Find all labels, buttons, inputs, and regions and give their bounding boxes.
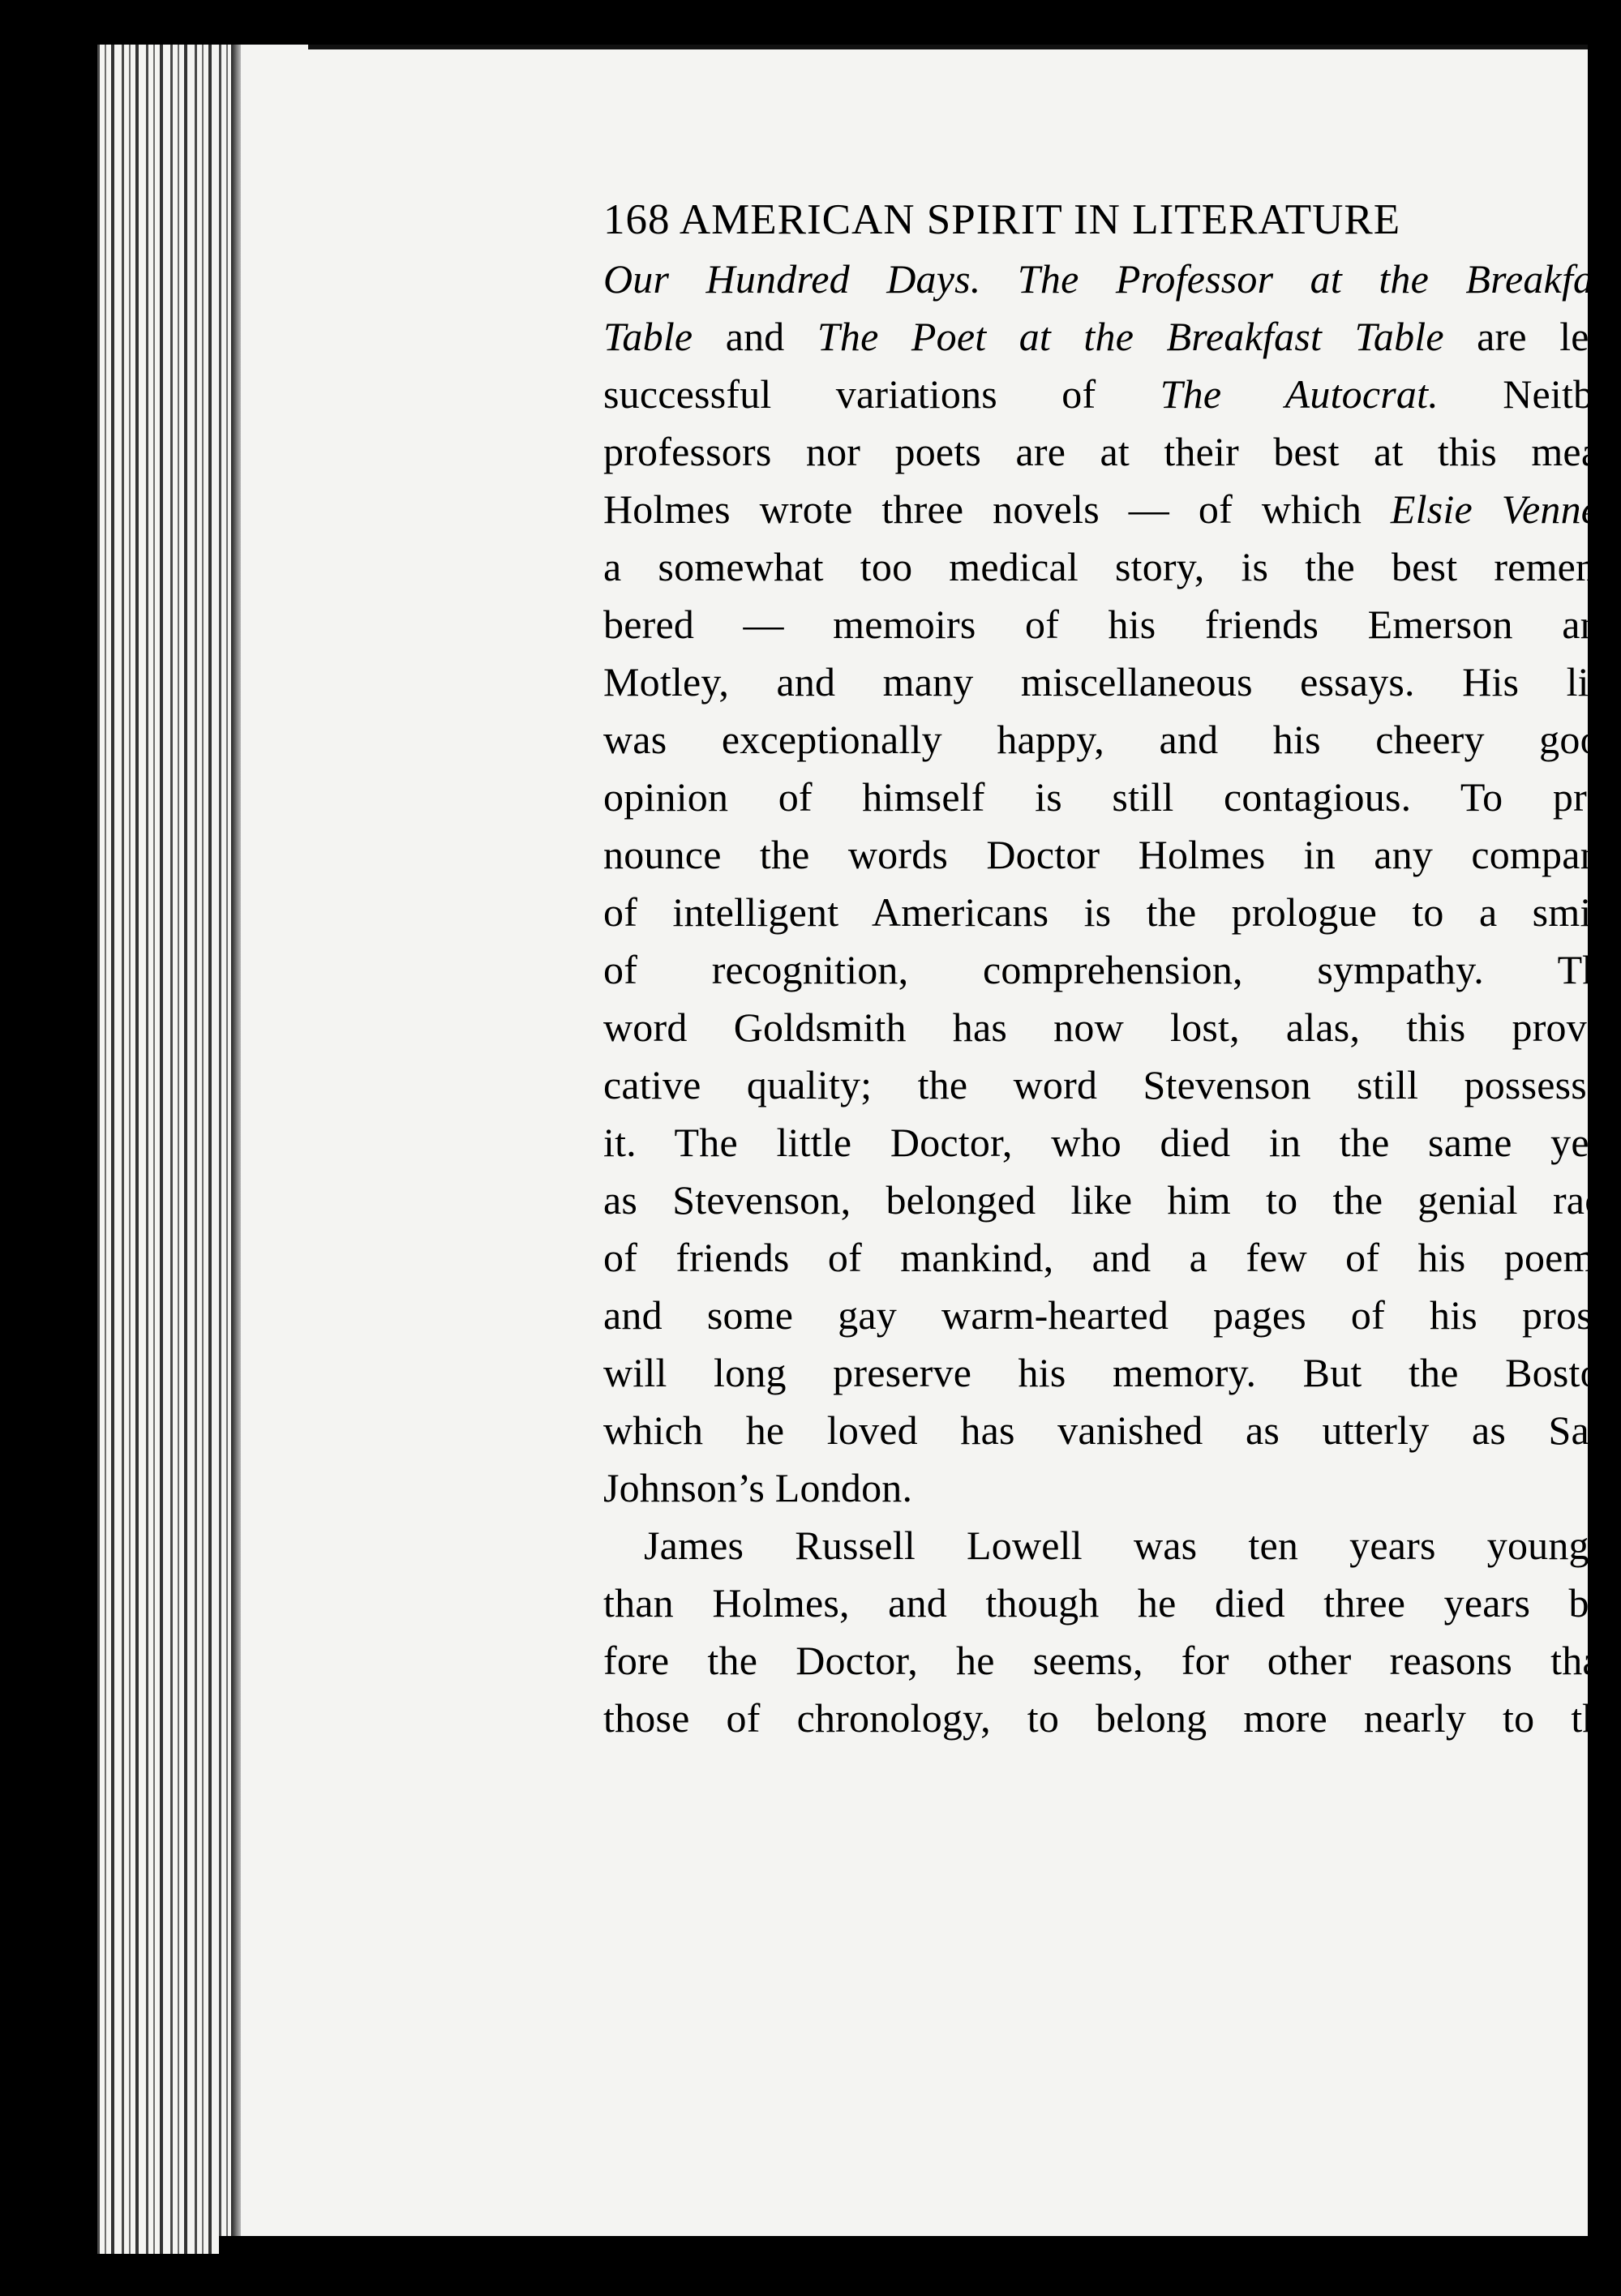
- text-span: of friends of mankind, and a few of his poems,: [603, 1235, 1621, 1280]
- text-line: [603, 1402, 1621, 1459]
- italic-title: The Poet at the Breakfast Table: [817, 314, 1444, 359]
- italic-title: The Professor at the Breakfast: [1017, 256, 1621, 302]
- text-span: Motley, and many miscellaneous essays. His life: [603, 659, 1621, 705]
- text-line: [603, 711, 1621, 769]
- text-line: [603, 1459, 1621, 1517]
- text-span: James Russell Lowell was ten years younger: [644, 1523, 1621, 1568]
- italic-title: Table: [603, 314, 693, 359]
- text-line: [603, 366, 1621, 423]
- text-span: opinion of himself is still contagious. To pro-: [603, 774, 1621, 820]
- text-line: [603, 884, 1621, 941]
- text-line: [603, 769, 1621, 826]
- text-span: as Stevenson, belonged like him to the genial race: [603, 1177, 1621, 1223]
- text-line: [603, 1574, 1621, 1632]
- text-line: [603, 538, 1621, 596]
- italic-title: Our Hundred Days.: [603, 256, 981, 302]
- page-bottom-edge: [219, 2236, 1588, 2254]
- text-span: nounce the words Doctor Holmes in any company: [603, 832, 1621, 877]
- text-line: [603, 1229, 1621, 1287]
- text-span: those of chronology, to belong more nearly to the: [603, 1695, 1621, 1741]
- text-span: successful variations of: [603, 371, 1160, 417]
- text-line: [603, 1172, 1621, 1229]
- text-span: [981, 256, 1018, 302]
- text-span: and some gay warm-hearted pages of his prose,: [603, 1292, 1621, 1338]
- text-span: will long preserve his memory. But the Boston: [603, 1350, 1621, 1395]
- text-line: [603, 1114, 1621, 1172]
- text-line: [603, 423, 1621, 481]
- text-line: [603, 308, 1621, 366]
- italic-title: Elsie Venner,: [1390, 486, 1621, 532]
- text-line: [603, 999, 1621, 1056]
- text-block: [603, 191, 1621, 1747]
- text-line: [603, 251, 1621, 308]
- running-header: 168 AMERICAN SPIRIT IN LITERATURE: [603, 196, 1401, 243]
- book-page: [97, 45, 1621, 2254]
- text-line: [603, 1517, 1621, 1574]
- text-line: [603, 826, 1621, 884]
- text-span: word Goldsmith has now lost, alas, this provo-: [603, 1004, 1621, 1050]
- text-span: Neitb’r: [1438, 371, 1621, 417]
- text-span: cative quality; the word Stevenson still possesses: [603, 1062, 1621, 1107]
- italic-title: The Autocrat.: [1160, 371, 1439, 417]
- text-span: Holmes wrote three novels — of which: [603, 486, 1391, 532]
- text-span: than Holmes, and though he died three years be-: [603, 1580, 1621, 1626]
- page-top-edge: [308, 45, 1588, 49]
- page-stack-edge: [97, 45, 231, 2254]
- body-text: [603, 251, 1621, 1747]
- text-span: it. The little Doctor, who died in the same year: [603, 1120, 1621, 1165]
- text-span: bered — memoirs of his friends Emerson and: [603, 602, 1621, 647]
- text-span: of recognition, comprehension, sympathy. The: [603, 947, 1621, 992]
- text-line: [603, 653, 1621, 711]
- text-line: [603, 1690, 1621, 1747]
- text-span: of intelligent Americans is the prologue to a smile: [603, 889, 1621, 935]
- text-span: and: [693, 314, 817, 359]
- text-line: [603, 596, 1621, 653]
- text-line: [603, 941, 1621, 999]
- text-line: [603, 481, 1621, 538]
- text-span: was exceptionally happy, and his cheery good: [603, 717, 1621, 762]
- text-line: [603, 1056, 1621, 1114]
- text-line: [603, 1344, 1621, 1402]
- binding-shadow: [231, 45, 241, 2254]
- text-span: Johnson’s London.: [603, 1465, 913, 1510]
- text-span: fore the Doctor, he seems, for other reasons than: [603, 1638, 1621, 1683]
- text-span: professors nor poets are at their best at this meal.: [603, 429, 1621, 474]
- text-span: are less: [1443, 314, 1621, 359]
- text-line: [603, 1287, 1621, 1344]
- text-line: [603, 1632, 1621, 1690]
- text-span: a somewhat too medical story, is the best remem-: [603, 544, 1621, 589]
- text-span: which he loved has vanished as utterly as Sam: [603, 1407, 1621, 1453]
